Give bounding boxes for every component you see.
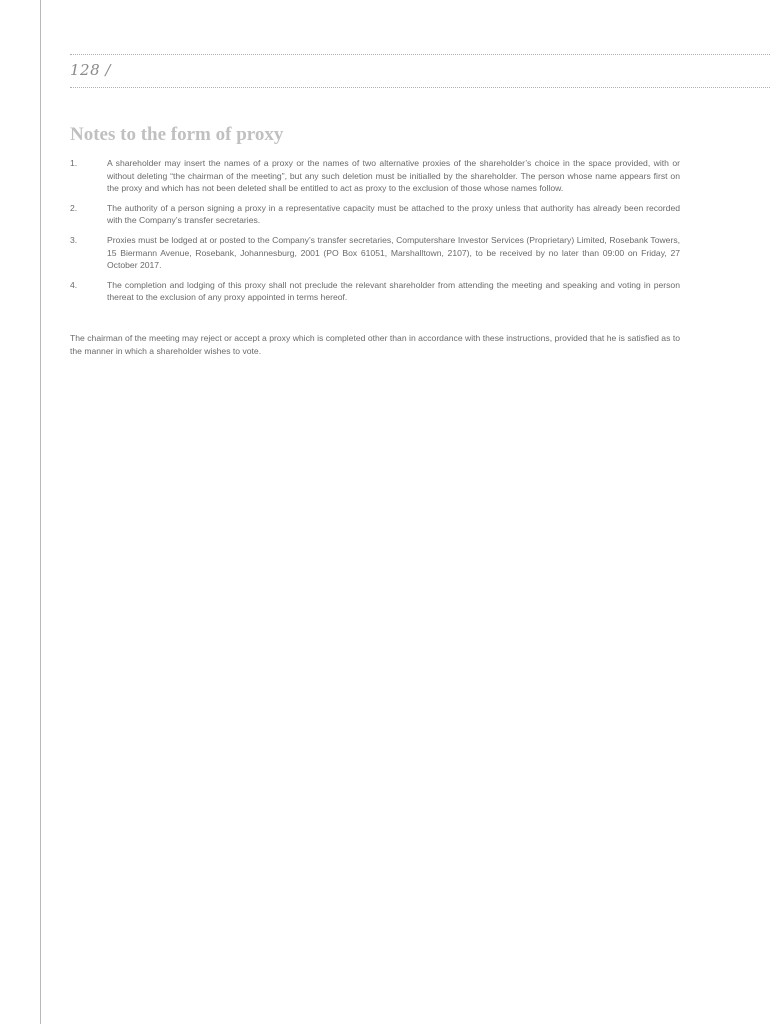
section-title: Notes to the form of proxy [70,124,284,145]
margin-rule [40,0,41,1024]
notes-list [70,157,680,311]
note-text: The completion and lodging of this proxy shall not preclude the relevant shareholder from attending the meeting and speaking and voting in person thereat to the exclusion of any proxy appointed in terms hereof. [107,279,680,303]
closing-paragraph: The chairman of the meeting may reject or accept a proxy which is completed other than in accordance with these instructions, provided that he is satisfied as to the manner in which a shareholder wishes to vote. [70,333,680,356]
note-text: Proxies must be lodged at or posted to the Company’s transfer secretaries, Computershare Investor Services (Proprietary) Limited, Rosebank Towers, 15 Biermann Avenue, Rosebank, Johannesburg, 2001 (PO Box 61051, Marshalltown, 2107), to be received by no later than 09:00 on Friday, 27 October 2017. [107,234,680,271]
header-divider-top [70,54,770,55]
header-divider-bottom [70,87,770,88]
note-number: 3. [70,234,78,245]
note-item [70,234,680,272]
note-text: A shareholder may insert the names of a proxy or the names of two alternative proxies of the shareholder’s choice in the space provided, with or without deleting “the chairman of the meeting”, but any such deletion must be initialled by the shareholder. The person whose name appears first on the proxy and which has not been deleted shall be entitled to act as proxy to the exclusion of those whose names follow. [107,158,680,194]
note-item [70,202,680,227]
note-number: 4. [70,279,78,290]
note-number: 1. [70,158,78,168]
page-number: 128 / [70,61,111,79]
note-item [70,157,680,195]
note-number: 2. [70,202,78,213]
note-item [70,279,680,304]
note-text: The authority of a person signing a proxy in a representative capacity must be attached to the proxy unless that authority has already been recorded with the Company’s transfer secretaries. [107,202,680,226]
